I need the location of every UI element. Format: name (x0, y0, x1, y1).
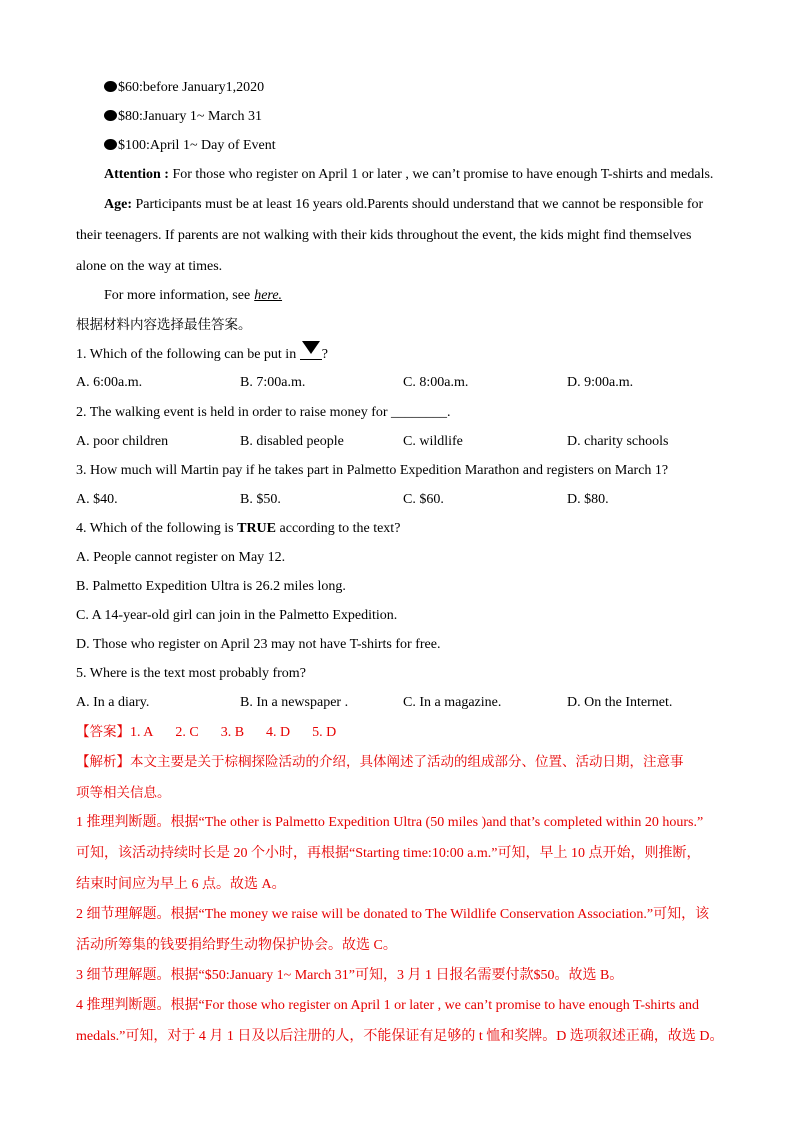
blank-triangle-icon (300, 345, 322, 360)
question-4-stem (76, 520, 400, 538)
analysis-q1-line-3: 结束时间应为早上 6 点。故选 A。 (76, 877, 286, 892)
more-info-line (104, 287, 282, 305)
price-text: $80:January 1~ March 31 (118, 109, 263, 124)
analysis-intro-line-2: 项等相关信息。 (76, 785, 171, 801)
age-paragraph-line-1 (104, 196, 703, 214)
age-label: Age: (104, 197, 132, 212)
analysis-q4-line-1: 4 推理判断题。根据“For those who register on April 1 or later , we can’t promise to have enough T-shirts and (76, 998, 700, 1013)
question-emphasis: TRUE (237, 521, 277, 536)
analysis-q3-line-1: 3 细节理解题。根据“$50:January 1~ March 31”可知，3 月 1 日报名需要付款$50。故选 B。 (76, 968, 624, 983)
option-c[interactable]: C. In a magazine. (403, 695, 502, 710)
answer-item: 2. C (175, 725, 199, 740)
answer-item: 4. D (266, 725, 291, 740)
question-5-stem: 5. Where is the text most probably from? (76, 666, 306, 681)
option-c[interactable]: C. wildlife (403, 434, 463, 449)
option-c[interactable]: C. A 14-year-old girl can join in the Palmetto Expedition. (76, 608, 398, 623)
age-paragraph-line-3: alone on the way at times. (76, 259, 223, 274)
age-text: Participants must be at least 16 years old.Parents should understand that we cannot be responsible for (132, 197, 704, 212)
question-text: according to the text? (276, 521, 401, 536)
answer-line (76, 723, 358, 742)
option-a[interactable]: A. In a diary. (76, 695, 150, 710)
option-d[interactable]: D. $80. (567, 492, 609, 507)
question-text: 1. Which of the following can be put in (76, 347, 300, 362)
price-item-1 (104, 79, 264, 97)
price-text: $60:before January1,2020 (118, 80, 265, 95)
option-c[interactable]: C. 8:00a.m. (403, 375, 469, 390)
attention-text: For those who register on April 1 or later , we can’t promise to have enough T-shirts and medals. (168, 167, 714, 182)
question-text: 4. Which of the following is (76, 521, 238, 536)
analysis-q2-line-2: 活动所筹集的钱要捐给野生动物保护协会。故选 C。 (76, 938, 397, 953)
attention-label: Attention : (104, 167, 169, 182)
option-a[interactable]: A. 6:00a.m. (76, 375, 143, 390)
question-text: ? (321, 347, 328, 362)
attention-paragraph (104, 166, 713, 184)
age-paragraph-line-2: their teenagers. If parents are not walking with their kids throughout the event, the kids might find themselves (76, 228, 692, 243)
option-d[interactable]: D. 9:00a.m. (567, 375, 634, 390)
option-d[interactable]: D. Those who register on April 23 may not have T-shirts for free. (76, 637, 441, 652)
question-2-stem: 2. The walking event is held in order to raise money for ________. (76, 405, 451, 420)
analysis-text: 本文主要是关于棕榈探险活动的介绍，具体阐述了活动的组成部分、位置、活动日期，注意事 (130, 754, 684, 770)
question-1-stem (76, 345, 328, 364)
option-d[interactable]: D. On the Internet. (567, 695, 673, 710)
instruction-text: 根据材料内容选择最佳答案。 (76, 317, 252, 333)
answer-item: 5. D (312, 725, 337, 740)
option-b[interactable]: B. In a newspaper . (240, 695, 349, 710)
answer-item: 3. B (220, 725, 245, 740)
price-item-2 (104, 108, 262, 126)
option-b[interactable]: B. disabled people (240, 434, 344, 449)
answer-label: 【答案】 (76, 724, 130, 740)
option-a[interactable]: A. People cannot register on May 12. (76, 550, 286, 565)
bullet-icon (104, 81, 117, 92)
analysis-label: 【解析】 (76, 754, 130, 770)
analysis-q1-line-1: 1 推理判断题。根据“The other is Palmetto Expedition Ultra (50 miles )and that’s completed within 20 hours.” (76, 815, 704, 830)
more-info-link[interactable]: here. (254, 288, 283, 303)
question-3-stem: 3. How much will Martin pay if he takes part in Palmetto Expedition Marathon and registers on March 1? (76, 463, 669, 478)
answer-item: 1. A (130, 725, 154, 740)
option-a[interactable]: A. poor children (76, 434, 169, 449)
option-c[interactable]: C. $60. (403, 492, 444, 507)
price-text: $100:April 1~ Day of Event (118, 138, 276, 153)
option-b[interactable]: B. $50. (240, 492, 281, 507)
bullet-icon (104, 110, 117, 121)
option-b[interactable]: B. Palmetto Expedition Ultra is 26.2 miles long. (76, 579, 346, 594)
option-d[interactable]: D. charity schools (567, 434, 669, 449)
price-item-3 (104, 137, 276, 155)
more-info-text: For more information, see (104, 288, 251, 303)
analysis-q1-line-2: 可知，该活动持续时长是 20 个小时，再根据“Starting time:10:00 a.m.”可知，早上 10 点开始，则推断， (76, 846, 701, 861)
analysis-intro-line-1 (76, 753, 684, 771)
option-a[interactable]: A. $40. (76, 492, 118, 507)
bullet-icon (104, 139, 117, 150)
option-b[interactable]: B. 7:00a.m. (240, 375, 306, 390)
analysis-q4-line-2: medals.”可知，对于 4 月 1 日及以后注册的人，不能保证有足够的 t 恤和奖牌。D 选项叙述正确，故选 D。 (76, 1029, 724, 1044)
analysis-q2-line-1: 2 细节理解题。根据“The money we raise will be donated to The Wildlife Conservation Association.”可知，该 (76, 907, 710, 922)
